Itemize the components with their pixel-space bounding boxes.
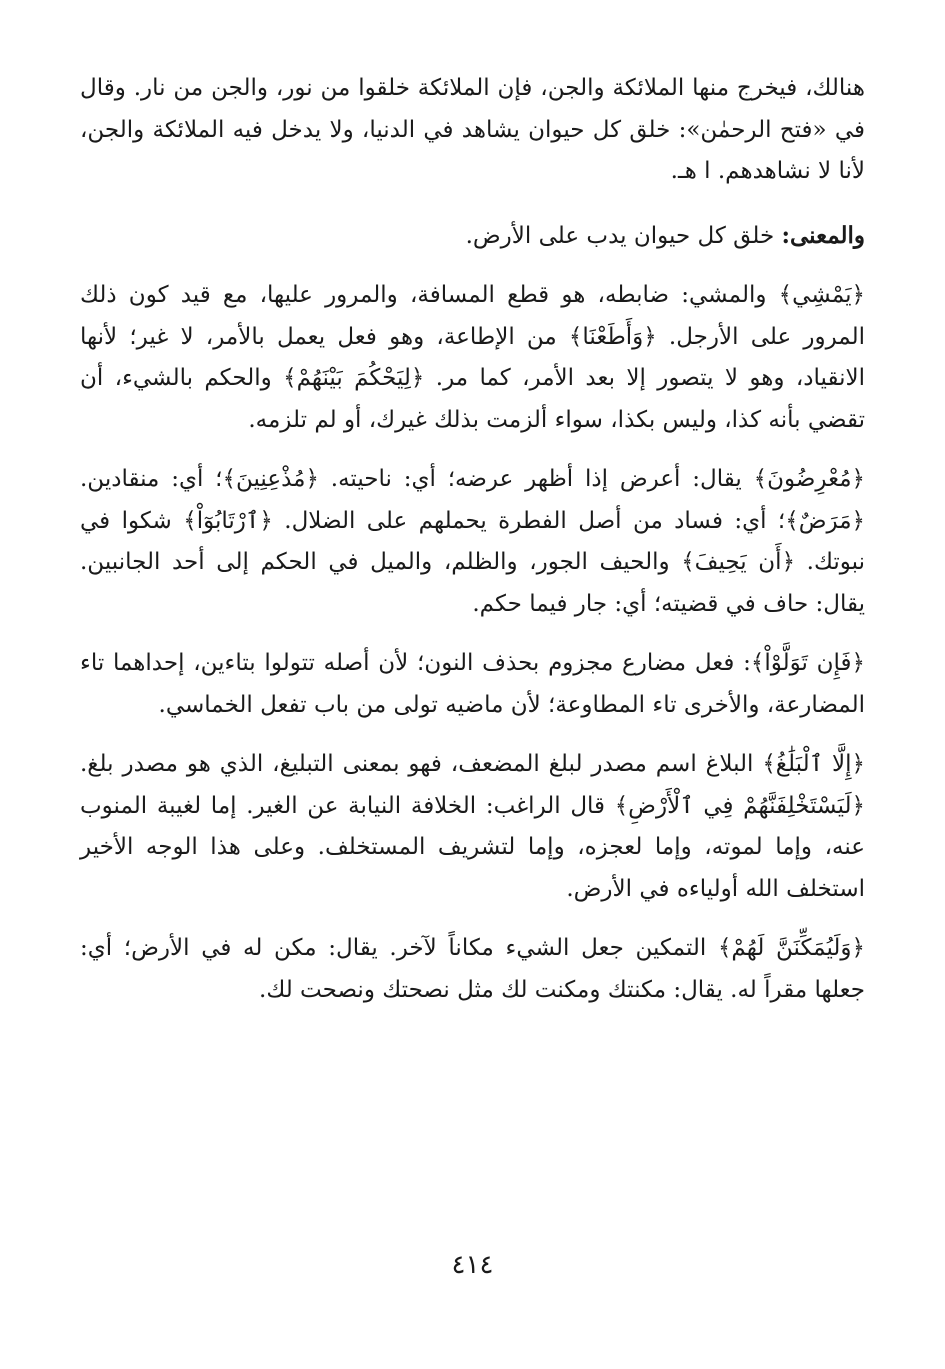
page-body [80, 68, 865, 1011]
paragraph-7: ﴿وَلَيُمَكِّنَنَّ لَهُمْ﴾ التمكين جعل الشيء مكاناً لآخر. يقال: مكن له في الأرض؛ أي: جعلها مقراً له. يقال: مكنتك ومكنت لك مثل نصحتك ونصحت لك. [80, 935, 865, 1003]
page-number: ٤١٤ [451, 1250, 494, 1280]
paragraph-2 [80, 215, 865, 258]
paragraph-4: ﴿مُعْرِضُونَ﴾ يقال: أعرض إذا أظهر عرضه؛ أي: ناحيته. ﴿مُذْعِنِينَ﴾؛ أي: منقادين. ﴿مَرَضٌ﴾؛ أي: فساد من أصل الفطرة يحملهم على الضلال. ﴿ٱرْتَابُوٓاْ﴾ شكوا في نبوتك. ﴿أَن يَحِيفَ﴾ والحيف الجور، والظلم، والميل في الحكم إلى أحد الجانبين. يقال: حاف في قضيته؛ أي: جار فيما حكم. [80, 466, 865, 617]
paragraph-5: ﴿فَإِن تَوَلَّوْاْ﴾: فعل مضارع مجزوم بحذف النون؛ لأن أصله تتولوا بتاءين، إحداهما تاء المضارعة، والأخرى تاء المطاوعة؛ لأن ماضيه تولى من باب تفعل الخماسي. [80, 650, 865, 718]
paragraph-2-lead: والمعنى: [781, 221, 865, 249]
paragraph-2-text: خلق كل حيوان يدب على الأرض. [465, 222, 782, 249]
paragraph-1: هنالك، فيخرج منها الملائكة والجن، فإن الملائكة خلقوا من نور، والجن من نار. وقال في «فتح الرحمٰن»: خلق كل حيوان يشاهد في الدنيا، ولا يدخل فيه الملائكة والجن، لأنا لا نشاهدهم. ا هـ. [80, 75, 865, 184]
paragraph-3: ﴿يَمْشِي﴾ والمشي: ضابطه، هو قطع المسافة، والمرور عليها، مع قيد كون ذلك المرور على الأرجل. ﴿وَأَطَعْنَا﴾ من الإطاعة، وهو فعل يعمل بالأمر، لا غير؛ لأنها الانقياد، وهو لا يتصور إلا بعد الأمر، كما مر. ﴿لِيَحْكُمَ بَيْنَهُمْ﴾ والحكم بالشيء، أن تقضي بأنه كذا، وليس بكذا، سواء ألزمت بذلك غيرك، أو لم تلزمه. [80, 282, 865, 433]
paragraph-6: ﴿إِلَّا ٱلْبَلَٰغُ﴾ البلاغ اسم مصدر لبلغ المضعف، فهو بمعنى التبليغ، الذي هو مصدر بلغ. ﴿لَيَسْتَخْلِفَنَّهُمْ فِي ٱلْأَرْضِ﴾ قال الراغب: الخلافة النيابة عن الغير. إما لغيبة المنوب عنه، وإما لموته، وإما لعجزه، وإما لتشريف المستخلف. وعلى هذا الوجه الأخير استخلف الله أولياءه في الأرض. [80, 751, 865, 902]
